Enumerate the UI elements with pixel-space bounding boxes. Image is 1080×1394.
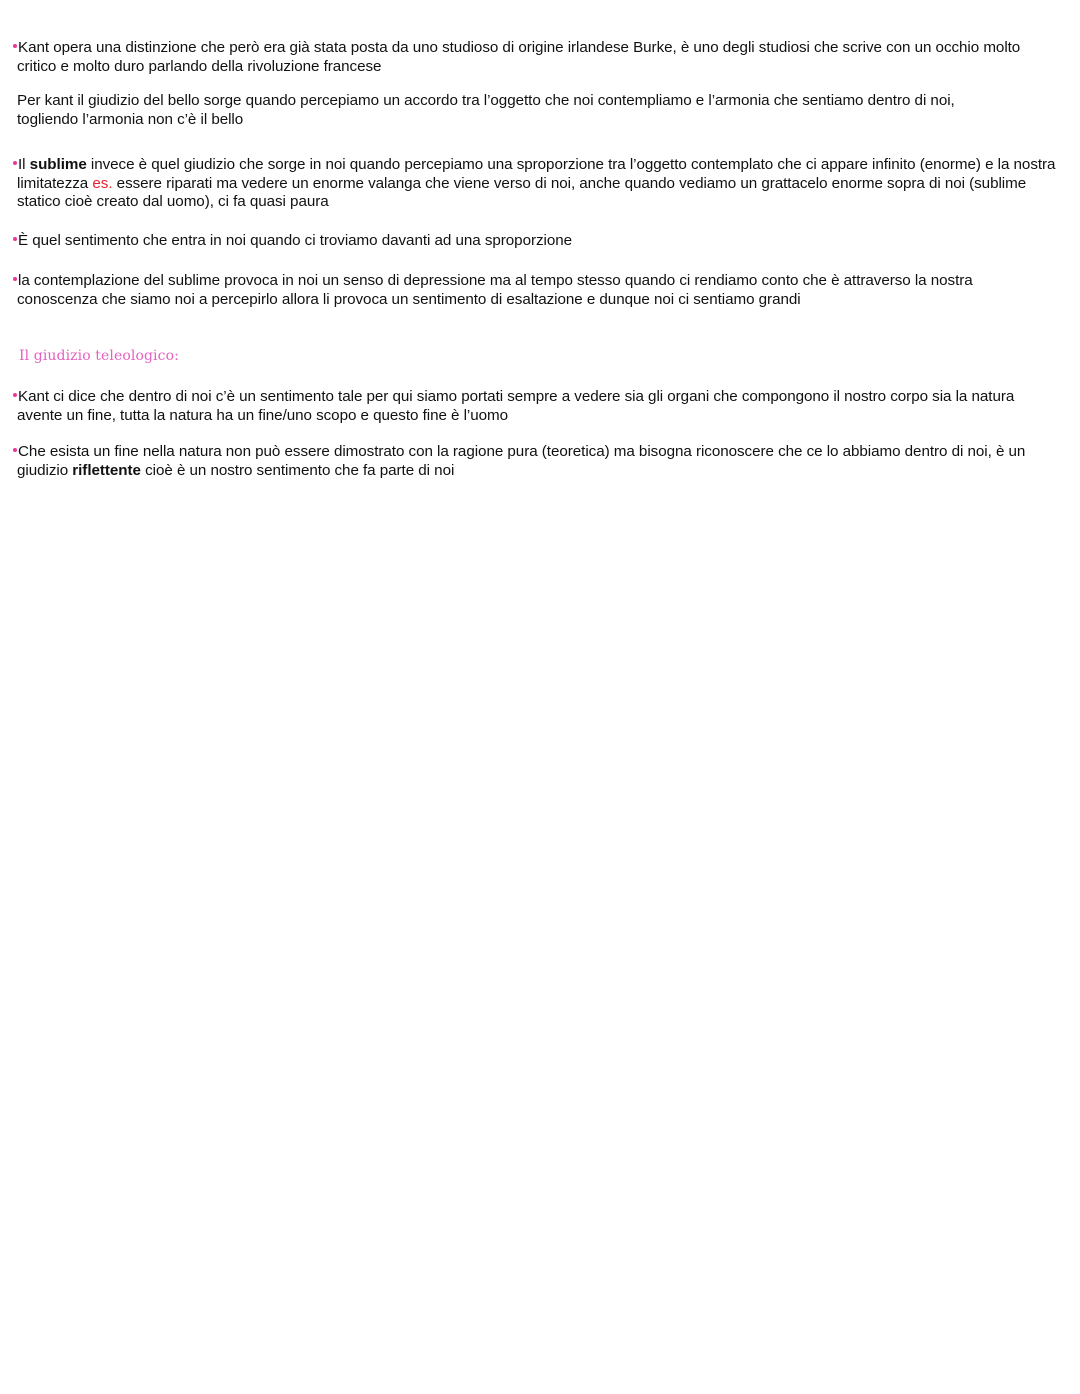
example-marker: es.	[92, 174, 113, 192]
bullet-dot	[13, 448, 17, 452]
paragraph-text-pre: Che esista un fine nella natura non può essere dimostrato con la ragione pura (teoretica) ma bisogna riconoscere che ce lo abbiamo dentro di noi, è un giudizio	[17, 443, 1026, 479]
paragraph-riflettente	[17, 443, 1047, 480]
paragraph-text-post: cioè è un nostro sentimento che fa parte di noi	[140, 461, 455, 479]
paragraph-burke	[17, 39, 1029, 76]
paragraph-text: Kant opera una distinzione che però era già stata posta da uno studioso di origine irlandese Burke, è uno degli studiosi che scrive con un occhio molto critico e molto duro parlando della rivoluzione francese	[17, 39, 1021, 75]
bullet-dot	[13, 393, 17, 397]
paragraph-fine-natura	[17, 388, 1017, 425]
bullet-dot	[13, 277, 17, 281]
paragraph-text: Per kant il giudizio del bello sorge quando percepiamo un accordo tra l’oggetto che noi contempliamo e l’armonia che sentiamo dentro di noi, togliendo l’armonia non c’è il bello	[17, 92, 955, 128]
paragraph-text: la contemplazione del sublime provoca in noi un senso di depressione ma al tempo stesso quando ci rendiamo conto che è attraverso la nostra conoscenza che siamo noi a percepirlo allora li provoca un sentimento di esaltazione e dunque noi ci sentiamo grandi	[17, 272, 973, 308]
bullet-dot	[13, 237, 17, 241]
bullet-dot	[13, 44, 17, 48]
paragraph-text: È quel sentimento che entra in noi quando ci troviamo davanti ad una sproporzione	[18, 232, 573, 249]
paragraph-sublime	[17, 156, 1067, 212]
term-riflettente: riflettente	[72, 461, 141, 479]
paragraph-contemplazione	[17, 272, 1027, 309]
paragraph-text-mid: invece è quel giudizio che sorge in noi quando percepiamo una sproporzione tra l’oggetto contemplato che ci appare infinito (enorme) e la nostra limitatezza	[17, 156, 1056, 192]
paragraph-sproporzione	[17, 232, 1067, 251]
section-heading-teleologico: Il giudizio teleologico:	[19, 348, 179, 364]
paragraph-text: Kant ci dice che dentro di noi c’è un sentimento tale per qui siamo portati sempre a vedere sia gli organi che compongono il nostro corpo sia la natura avente un fine, tutta la natura ha un fine/uno scopo e questo fine è l’uomo	[17, 388, 1015, 424]
bullet-dot	[13, 161, 17, 165]
term-sublime: sublime	[29, 156, 87, 173]
paragraph-bello	[17, 92, 1017, 129]
paragraph-text-post: essere riparati ma vedere un enorme valanga che viene verso di noi, anche quando vediamo un grattacelo enorme sopra di noi (sublime statico cioè creato dal uomo), ci fa quasi paura	[17, 174, 1027, 211]
paragraph-text-pre: Il	[18, 156, 30, 173]
